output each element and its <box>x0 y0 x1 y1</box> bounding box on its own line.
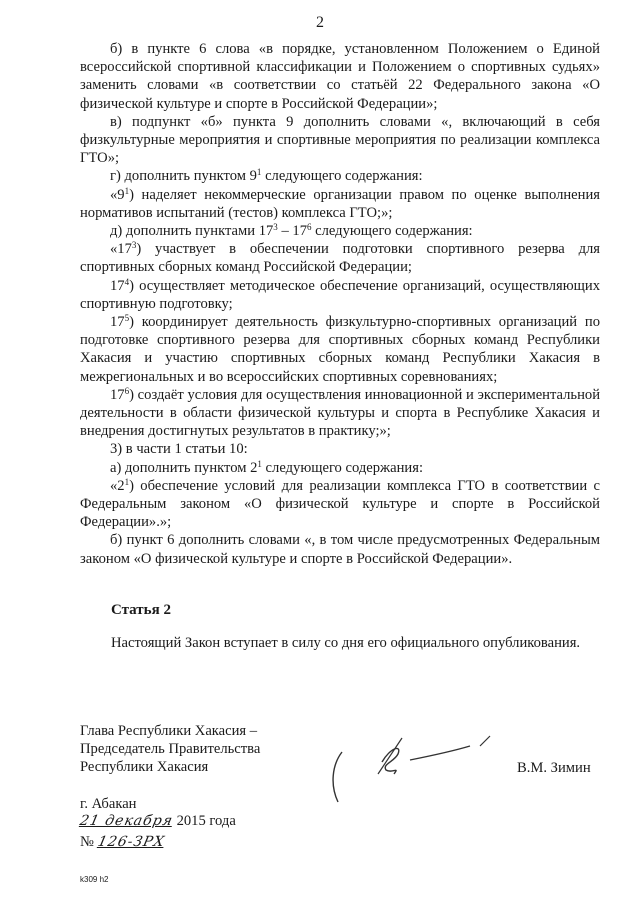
paragraph: «$17^3$) участвует в обеспечении подготовки спортивного резерва для спортивных сборных команд Российской Федерации; <box>80 240 600 276</box>
number-sign: № <box>80 834 94 850</box>
paragraph: $17^6$) создаёт условия для осуществления инновационной и экспериментальной деятельности в области физической культуры и спорта в Республике Хакасия и внедрения достигнутых результатов в практику;»; <box>80 385 600 440</box>
law-number <box>80 834 164 851</box>
paragraph: «$9^1$) наделяет некоммерческие организации правом по оценке выполнения нормативов испытаний (тестов) комплекса ГТО;»; <box>80 185 600 221</box>
paragraph: $17^4$) осуществляет методическое обеспечение организаций, осуществляющих спортивную подготовку; <box>80 276 600 312</box>
article-text: Настоящий Закон вступает в силу со дня его официального опубликования. <box>111 635 581 651</box>
paragraph: б) в пункте 6 слова «в порядке, установленном Положением о Единой всероссийской спортивной классификации и Положением о спортивных судьях» заменить словами «в соответствии со статьёй 22 Федерального закона «О физической культуре и спорте в Российской Федерации»; <box>80 41 600 112</box>
place: г. Абакан <box>80 796 137 812</box>
paragraph: б) пункт 6 дополнить словами «, в том числе предусмотренных Федеральным законом «О физической культуре и спорте в Российской Федерации». <box>80 532 600 567</box>
paragraph: 3) в части 1 статьи 10: <box>110 441 248 458</box>
date-year: 2015 года <box>176 813 236 829</box>
document-body <box>80 40 600 568</box>
paragraph: г) дополнить пунктом $9^1$ следующего содержания: <box>110 167 423 185</box>
handwritten-signature <box>320 730 500 810</box>
paragraph: в) подпункт «б» пункта 9 дополнить словами «, включающий в себя физкультурные мероприятия и спортивные мероприятия по реализации комплекса ГТО»; <box>80 113 600 167</box>
paragraph: а) дополнить пунктом $2^1$ следующего содержания: <box>110 458 424 476</box>
signing-date <box>80 813 236 830</box>
article-heading: Статья 2 <box>111 602 171 618</box>
paragraph: д) дополнить пунктами $17^3 - 17^6$ следующего содержания: <box>110 222 473 240</box>
signatory-title-line: Глава Республики Хакасия – <box>80 723 258 739</box>
handwritten-date: 21 декабря <box>78 813 175 829</box>
signatory-title-line: Председатель Правительства <box>80 741 261 758</box>
footer-code: k309 h2 <box>80 875 109 884</box>
signatory-title <box>80 722 260 777</box>
paragraph: «$2^1$) обеспечение условий для реализации комплекса ГТО в соответствии с Федеральным законом «О физической культуре и спорте в Российской Федерации».»; <box>80 476 600 531</box>
paragraph: $17^5$) координирует деятельность физкультурно-спортивных организаций по подготовке спортивного резерва для спортивных сборных команд Республики Хакасия и участию спортивных сборных команд Республики Хакасия в межрегиональных и во всероссийских спортивных соревнованиях; <box>80 313 600 385</box>
page-number: 2 <box>316 14 324 31</box>
signatory-title-line: Республики Хакасия <box>80 759 209 776</box>
signer-name: В.М. Зимин <box>517 760 591 776</box>
handwritten-number: 126-ЗРХ <box>95 834 166 850</box>
